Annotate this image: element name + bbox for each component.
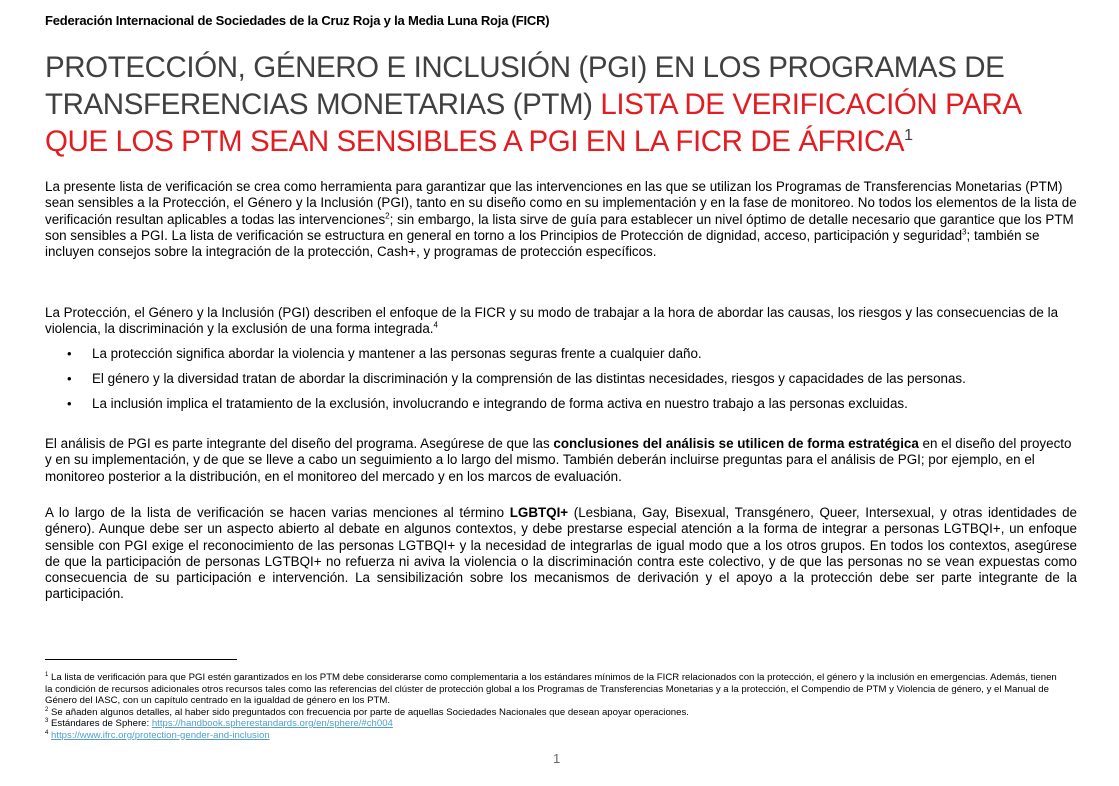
- bullet-icon: •: [67, 396, 72, 411]
- footnote-ref-2[interactable]: 2: [385, 211, 390, 221]
- list-item-text: La protección significa abordar la violencia y mantener a las personas seguras frente a cualquier daño.: [92, 346, 702, 361]
- title-highlight: LISTA DE VERIFICACIÓN PARA QUE LOS PTM SEAN SENSIBLES A PGI EN LA FICR DE ÁFRICA: [45, 88, 1021, 158]
- list-item: [45, 371, 1085, 387]
- pgi-definition-text: La Protección, el Género y la Inclusión (PGI) describen el enfoque de la FICR y su modo de trabajar a la hora de abordar las causas, los riesgos y las consecuencias de la violencia, la discriminación y la exclusión de una forma integrada.: [45, 305, 1059, 337]
- footnote-ref-4[interactable]: 4: [433, 320, 438, 330]
- intro-text-c: ; también se incluyen consejos sobre la integración de la protección, Cash+, y programas de protección específicos.: [45, 227, 1040, 260]
- analysis-text-a: El análisis de PGI es parte integrante del diseño del programa. Asegúrese de que las: [45, 436, 554, 451]
- intro-text-a: La presente lista de verificación se crea como herramienta para garantizar que las intervenciones en las que se utilizan los Programas de Transferencias Monetarias (PTM) sean sensibles a la Protección, el Género y la Inclusión (PGI), tanto en su diseño como en su implementación y en la fase de monitoreo. No todos los elementos de la lista de verificación resultan aplicables a todas las intervenciones: [45, 179, 1077, 227]
- footnote-text: Estándares de Sphere:: [48, 718, 152, 729]
- analysis-bold-text: conclusiones del análisis se utilicen de forma estratégica: [553, 436, 919, 451]
- footnote-4: [45, 730, 1065, 742]
- analysis-text-b: en el diseño del proyecto y en su implementación, y de que se lleve a cabo un seguimiento a lo largo del mismo. También deberán incluirse preguntas para el análisis de PGI; por ejemplo, en el monitoreo posterior a la distribución, en el monitoreo del mercado y en los marcos de evaluación.: [45, 436, 1072, 484]
- footnote-1: [45, 672, 1065, 707]
- footnote-text: Se añaden algunos detalles, al haber sido preguntados con frecuencia por parte de aquellas Sociedades Nacionales que desean apoyar operaciones.: [48, 706, 689, 718]
- lgbtqi-text-b: (Lesbiana, Gay, Bisexual, Transgénero, Queer, Intersexual, y otras identidades de género). Aunque debe ser un aspecto abierto al debate en algunos contextos, y debe prestarse especial atención a la forma de integrar a personas LGTBQI+, un enfoque sensible con PGI exige el reconocimiento de las personas LGTBQI+ y la necesidad de integrarlas de igual modo que a los otros grupos. En todos los contextos, asegúrese de que la participación de personas LGTBQI+ no refuerza ni aviva la violencia o la discriminación contra este colectivo, y de que las personas no se vean expuestas como consecuencia de su participación e intervención. La sensibilización sobre los mecanismos de derivación y el apoyo a la protección debe ser parte integrante de la participación.: [45, 505, 1077, 602]
- list-item-text: La inclusión implica el tratamiento de la exclusión, involucrando e integrando de forma activa en nuestro trabajo a las personas excluidas.: [92, 396, 908, 411]
- list-item: [45, 396, 1085, 412]
- lgbtqi-bold-term: LGBTQI+: [509, 505, 569, 520]
- footnote-number: 2: [45, 706, 49, 713]
- sphere-link[interactable]: https://handbook.spherestandards.org/en/sphere/#ch004: [151, 718, 393, 729]
- footnote-ref-3[interactable]: 3: [962, 227, 967, 237]
- footnote-number: 4: [45, 729, 49, 736]
- footnote-text: La lista de verificación para que PGI estén garantizados en los PTM debe considerarse como complementaria a los estándares mínimos de la FICR relacionados con la protección, el género y la inclusión en emergencias. Además, tienen la condición de recursos adicionales otros recursos tales como las referencias del clúster de protección global a los Programas de Transferencias Monetarias y a la protección, el Compendio de PTM y Violencia de género, y el Manual de Género del IASC, con un capítulo centrado en la igualdad de género en los PTM.: [45, 672, 1057, 706]
- page-number: 1: [553, 751, 561, 766]
- intro-paragraph: [45, 179, 1077, 260]
- analysis-paragraph: [45, 436, 1077, 485]
- bullet-icon: •: [67, 346, 72, 361]
- footnote-3: [45, 718, 1065, 730]
- footnote-2: [45, 707, 1065, 719]
- list-item-text: El género y la diversidad tratan de abordar la discriminación y la comprensión de las distintas necesidades, riesgos y capacidades de las personas.: [92, 371, 966, 386]
- bullet-icon: •: [67, 371, 72, 386]
- title-main: PROTECCIÓN, GÉNERO E INCLUSIÓN (PGI) EN LOS PROGRAMAS DE TRANSFERENCIAS MONETARIAS (PTM): [45, 51, 1005, 121]
- footnote-divider: [45, 659, 237, 660]
- title-footnote-ref[interactable]: 1: [904, 127, 913, 145]
- list-item: [45, 346, 1085, 362]
- footnote-number: 3: [45, 717, 49, 724]
- ifrc-pgi-link[interactable]: https://www.ifrc.org/protection-gender-and-inclusion: [51, 729, 270, 741]
- footnote-number: 1: [45, 671, 49, 678]
- pgi-definition-paragraph: [45, 305, 1077, 338]
- lgbtqi-paragraph: [45, 505, 1077, 603]
- intro-text-b: ; sin embargo, la lista sirve de guía para establecer un nivel óptimo de detalle necesario que garantice que los PTM son sensibles a PGI. La lista de verificación se estructura en general en torno a los Principios de Protección de dignidad, acceso, participación y seguridad: [45, 211, 1074, 243]
- organization-header: Federación Internacional de Sociedades de la Cruz Roja y la Media Luna Roja (FICR): [45, 13, 550, 28]
- document-title: [45, 49, 1075, 160]
- pgi-bullet-list: [45, 346, 1085, 421]
- lgbtqi-text-a: A lo largo de la lista de verificación se hacen varias menciones al término: [45, 505, 510, 520]
- footnotes: [45, 672, 1065, 741]
